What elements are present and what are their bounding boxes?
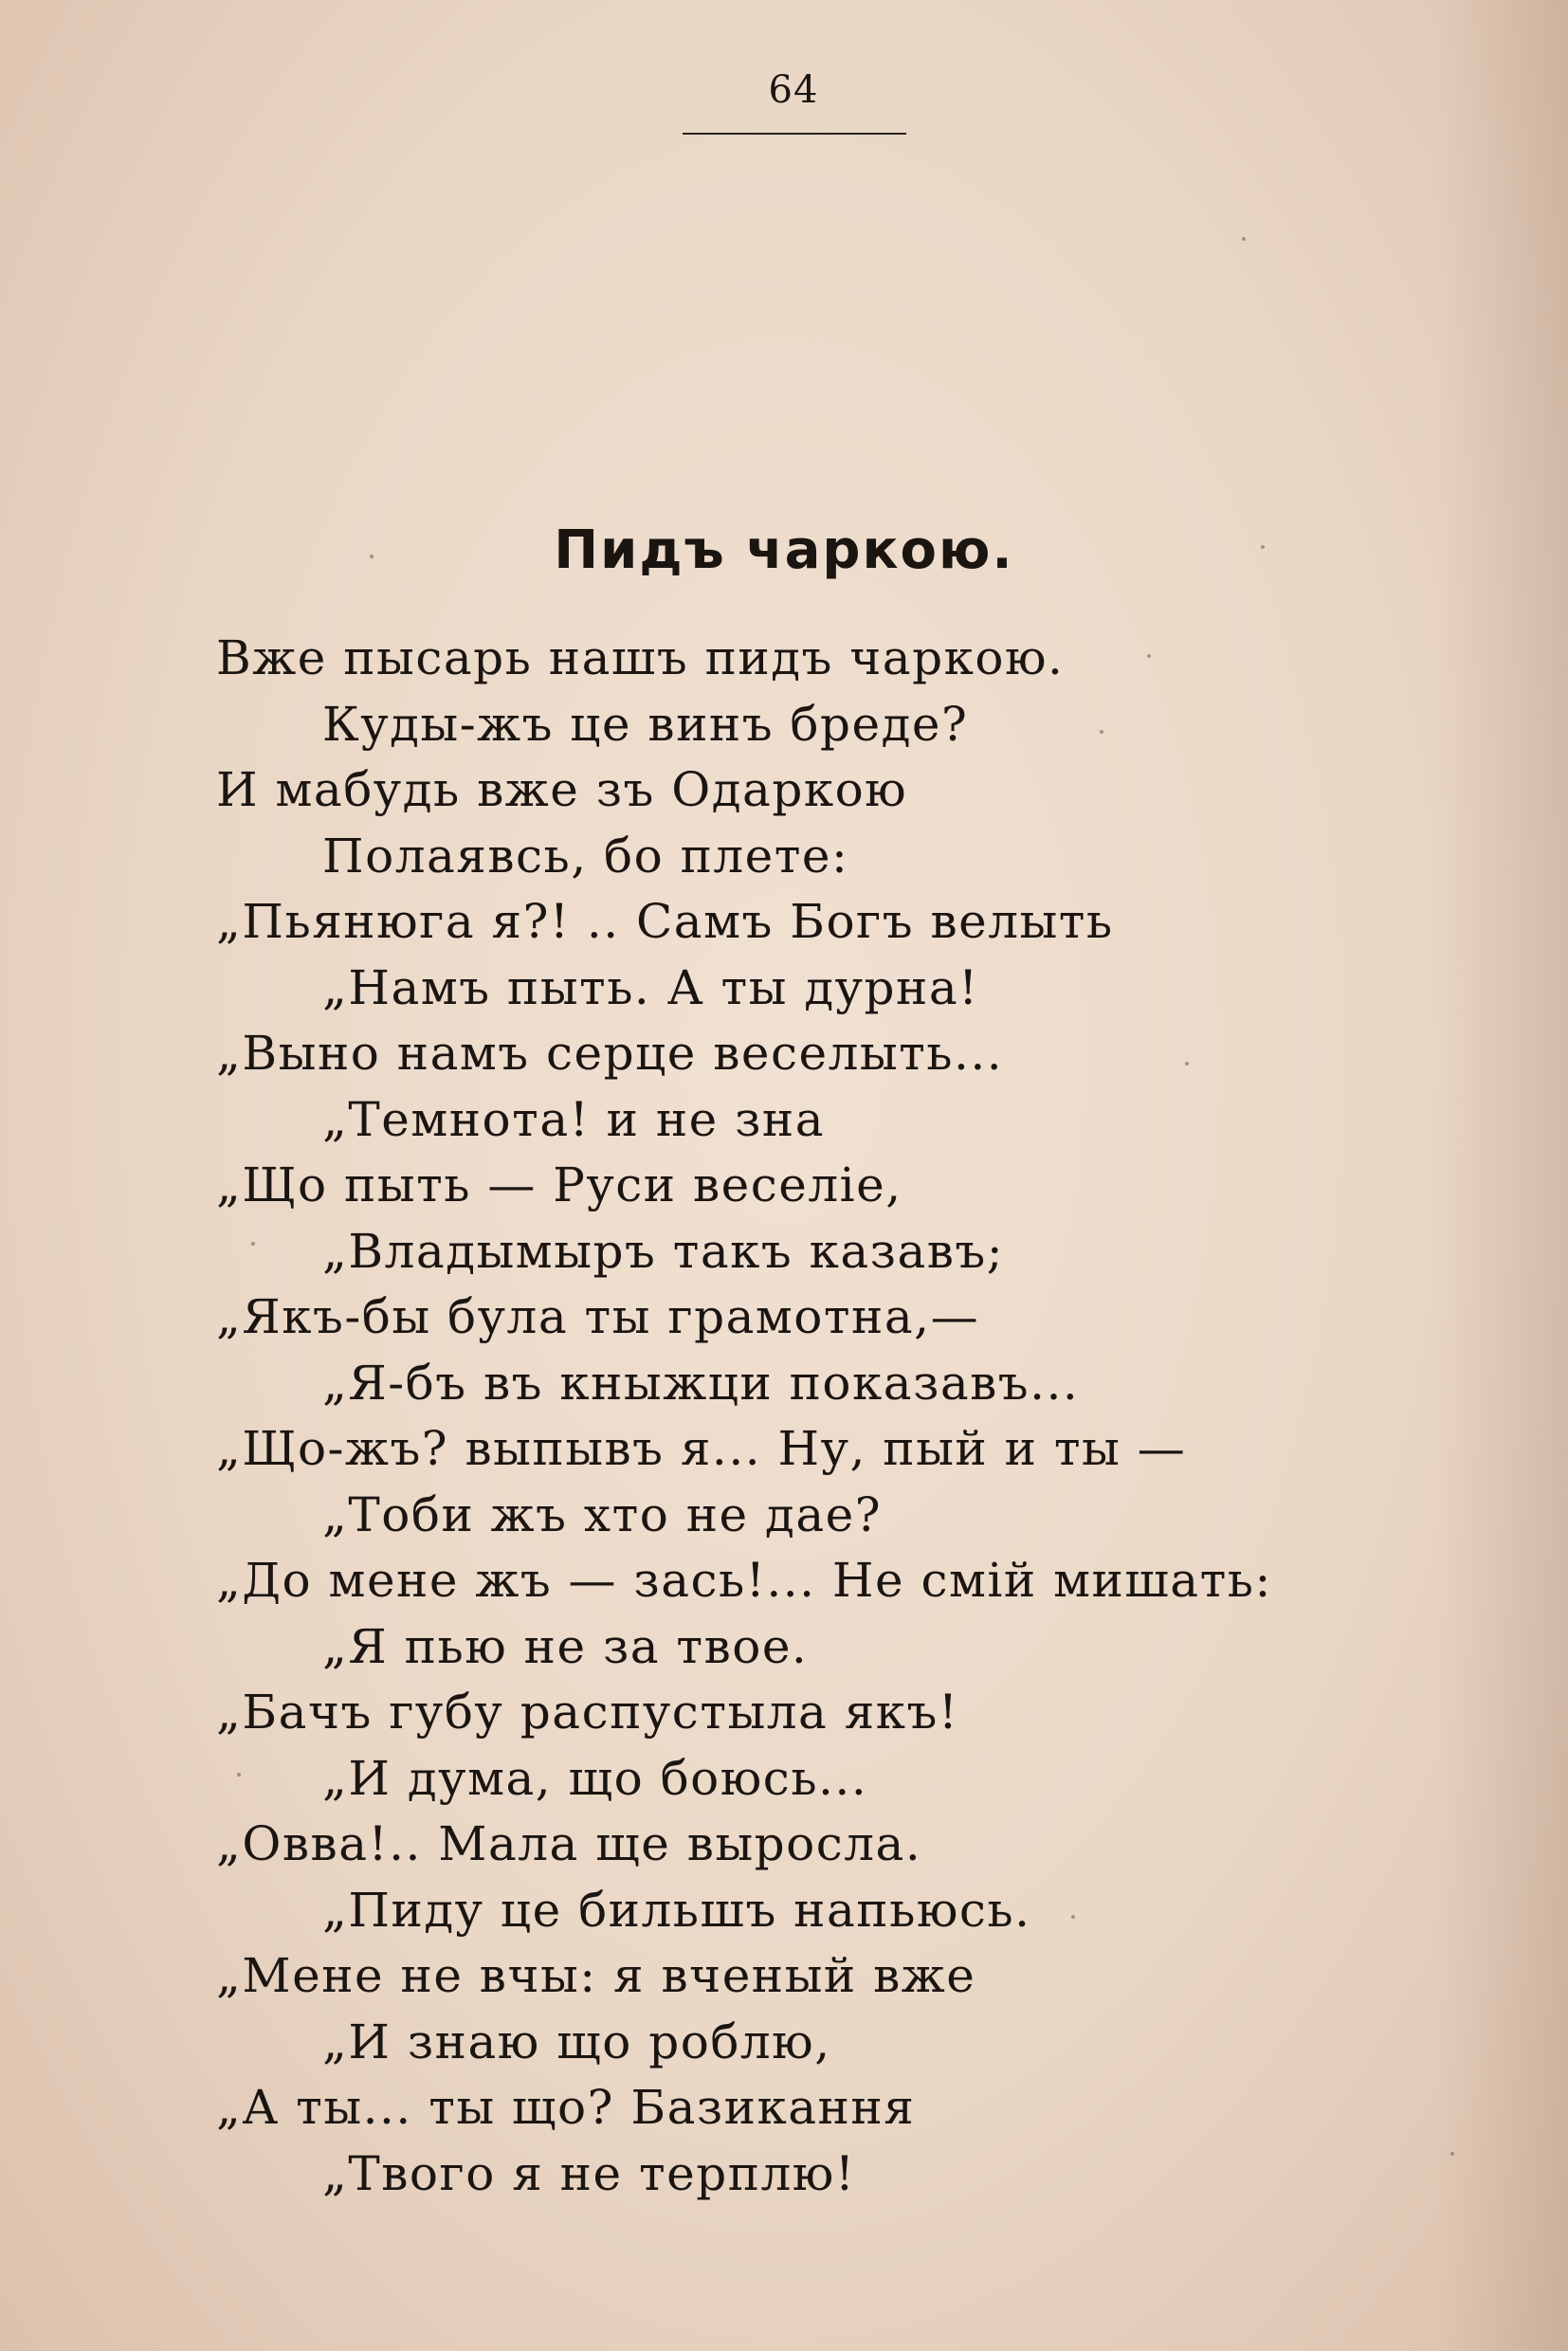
poem-line: „Я-бъ въ кныжци показавъ...	[322, 1355, 1080, 1411]
paper-speck	[1261, 545, 1265, 549]
poem-line: „До мене жъ — зась!... Не смій мишать:	[216, 1553, 1272, 1608]
paper-speck	[1071, 1915, 1075, 1919]
poem-line: Вже пысарь нашъ пидъ чаркою.	[216, 630, 1065, 685]
poem-line: „Темнота! и не зна	[322, 1091, 826, 1147]
poem-line: „Бачъ губу распустыла якъ!	[216, 1685, 959, 1740]
poem-line: „Выно намъ серце веселыть...	[216, 1026, 1004, 1081]
paper-speck	[370, 555, 374, 558]
poem-line: Полаявсь, бо плете:	[322, 828, 849, 884]
poem-title: Пидъ чаркою.	[554, 519, 1014, 581]
paper-speck	[251, 1242, 255, 1246]
poem-line: „И дума, що боюсь...	[322, 1750, 868, 1806]
page-number: 64	[768, 68, 819, 112]
paper-speck	[1450, 2152, 1454, 2156]
poem-line: „Владымыръ такъ казавъ;	[322, 1223, 1005, 1279]
poem-line: И мабудь вже зъ Одаркою	[216, 762, 908, 817]
poem-line: „Що-жъ? выпывъ я... Ну, пый и ты —	[216, 1421, 1187, 1476]
poem-line: „Пьянюга я?! .. Самъ Богъ велыть	[216, 894, 1114, 949]
poem-line: „Намъ пыть. А ты дурна!	[322, 959, 979, 1015]
poem-line: „Я пью не за твое.	[322, 1618, 809, 1674]
poem-line: „А ты... ты що? Базикання	[216, 2080, 916, 2135]
poem-line: „Що пыть — Руси веселіе,	[216, 1157, 903, 1212]
header-rule	[683, 133, 906, 135]
poem-body	[216, 626, 1316, 2207]
poem-line: „И знаю що роблю,	[322, 2014, 831, 2069]
paper-speck	[1242, 237, 1246, 241]
paper-speck	[1100, 730, 1103, 734]
poem-line: „Овва!.. Мала ще выросла.	[216, 1816, 922, 1871]
paper-speck	[1147, 654, 1151, 658]
poem-line: Куды-жъ це винъ бреде?	[322, 696, 969, 752]
poem-line: „Мене не вчы: я вченый вже	[216, 1948, 976, 2003]
paper-speck	[1185, 1062, 1189, 1066]
poem-line: „Якъ-бы була ты грамотна,—	[216, 1289, 980, 1344]
poem-line: „Твого я не терплю!	[322, 2145, 856, 2201]
paper-speck	[237, 1773, 241, 1777]
poem-line: „Тоби жъ хто не дае?	[322, 1486, 883, 1542]
poem-line: „Пиду це бильшъ напьюсь.	[322, 1882, 1031, 1938]
